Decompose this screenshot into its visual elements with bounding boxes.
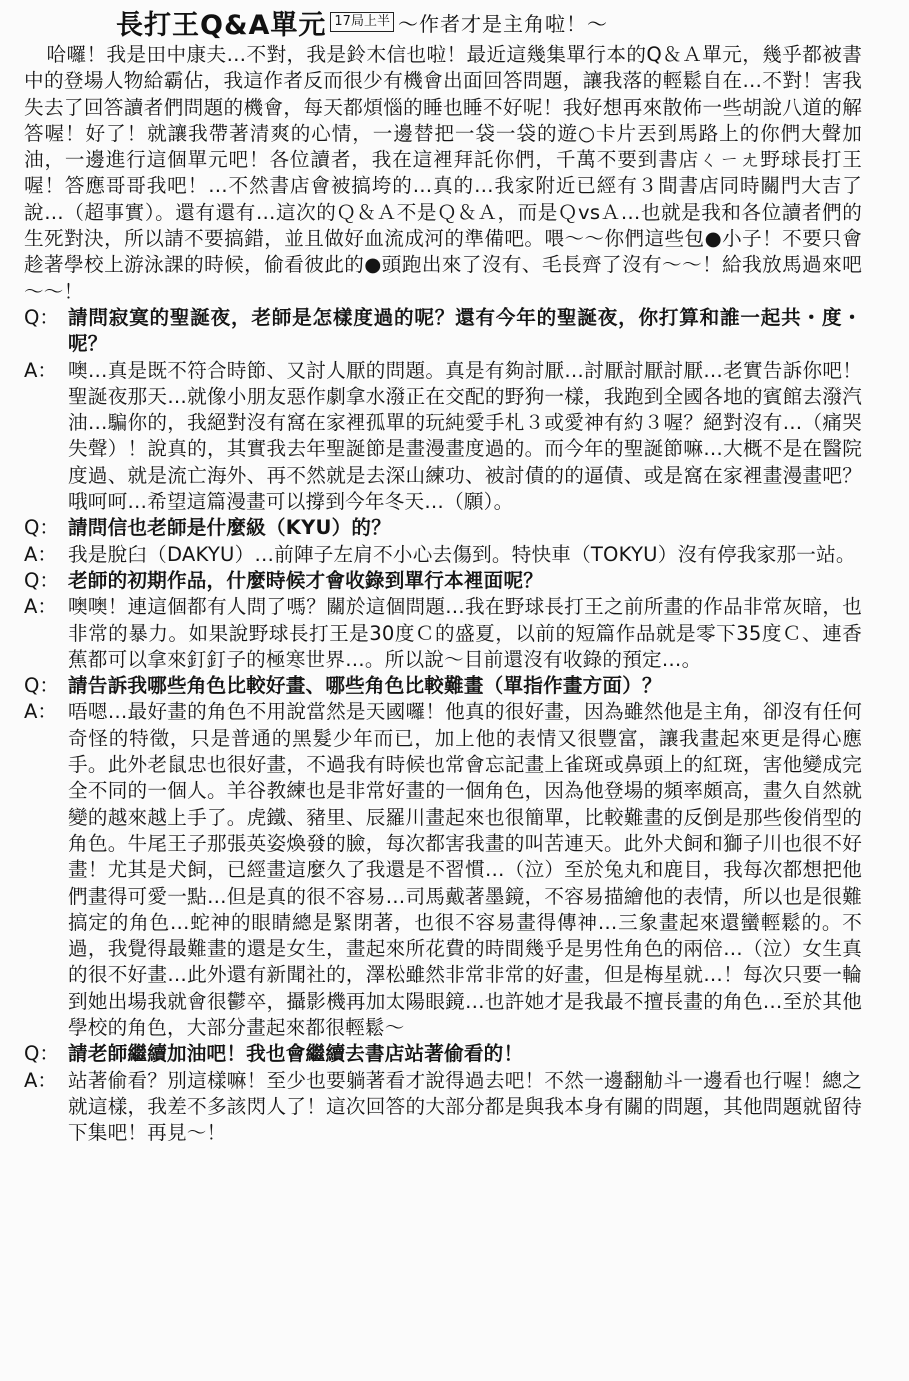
question-text: 請問寂寞的聖誕夜，老師是怎樣度過的呢？還有今年的聖誕夜，你打算和誰一起共・度・呢？ xyxy=(68,305,862,356)
section-title: 長打王Q&A單元 xyxy=(116,9,327,41)
answer-label: A： xyxy=(24,1068,57,1092)
answer-5 xyxy=(24,1068,862,1147)
answer-text: 我是脫臼（DAKYU）…前陣子左肩不小心去傷到。特快車（TOKYU）沒有停我家那一站。 xyxy=(68,542,856,566)
question-5 xyxy=(24,1041,862,1067)
intro-paragraph: 哈囉！我是田中康夫…不對，我是鈴木信也啦！最近這幾集單行本的Q＆Ａ單元，幾乎都被書中的登場人物給霸佔，我這作者反而很少有機會出面回答問題，讓我落的輕鬆自在…不對！害我失去了回答讀者們問題的機會，每天都煩惱的睡也睡不好呢！我好想再來散佈一些胡說八道的解答喔！好了！就讓我帶著清爽的心情，一邊替把一袋一袋的遊○卡片丟到馬路上的你們大聲加油，一邊進行這個單元吧！各位讀者，我在這裡拜託你們，千萬不要到書店ㄑㄧㄤ野球長打王喔！答應哥哥我吧！…不然書店會被搞垮的…真的…我家附近已經有３間書店同時關門大吉了說…（超事實）。還有還有…這次的Ｑ＆Ａ不是Ｑ＆Ａ，而是ＱvsＡ…也就是我和各位讀者們的生死對決，所以請不要搞錯，並且做好血流成河的準備吧。喂～～你們這些包●小子！不要只會趁著學校上游泳課的時候，偷看彼此的●頭跑出來了沒有、毛長齊了沒有～～！給我放馬過來吧～～！ xyxy=(24,43,862,303)
question-1 xyxy=(24,305,862,358)
question-text: 老師的初期作品，什麼時候才會收錄到單行本裡面呢？ xyxy=(68,568,544,592)
answer-text: 噢…真是既不符合時節、又討人厭的問題。真是有夠討厭…討厭討厭討厭…老實告訴你吧！聖誕夜那天…就像小朋友惡作劇拿水潑正在交配的野狗一樣，我跑到全國各地的賓館去潑汽油…騙你的，我絕對沒有窩在家裡孤單的玩純愛手札３或愛神有約３喔？絕對沒有…（痛哭失聲）！說真的，其實我去年聖誕節是畫漫畫度過的。而今年的聖誕節嘛…大概不是在醫院度過、就是流亡海外、再不然就是去深山練功、被討債的的逼債、或是窩在家裡畫漫畫吧？哦呵呵…希望這篇漫畫可以撐到今年冬天…（願）。 xyxy=(68,358,862,514)
answer-text: 站著偷看？別這樣嘛！至少也要躺著看才說得過去吧！不然一邊翻觔斗一邊看也行喔！總之就這樣，我差不多該閃人了！這次回答的大部分都是與我本身有關的問題，其他問題就留待下集吧！再見～！ xyxy=(68,1068,862,1145)
question-label: Q： xyxy=(24,674,60,698)
question-text: 請告訴我哪些角色比較好畫、哪些角色比較難畫（單指作畫方面）？ xyxy=(68,674,662,698)
question-text: 請問信也老師是什麼級（KYU）的？ xyxy=(68,516,391,540)
section-subtitle: ～作者才是主角啦！～ xyxy=(397,11,608,36)
chapter-badge: 17局上半 xyxy=(330,12,394,32)
answer-label: A： xyxy=(24,700,57,724)
question-label: Q： xyxy=(24,305,60,329)
answer-1 xyxy=(24,358,862,516)
answer-label: A： xyxy=(24,542,57,566)
answer-2 xyxy=(24,542,862,568)
answer-4 xyxy=(24,699,862,1041)
question-text: 請老師繼續加油吧！我也會繼續去書店站著偷看的！ xyxy=(68,1042,524,1066)
question-label: Q： xyxy=(24,516,60,540)
question-2 xyxy=(24,515,862,541)
answer-label: A： xyxy=(24,358,57,382)
question-label: Q： xyxy=(24,568,60,592)
question-label: Q： xyxy=(24,1042,60,1066)
answer-label: A： xyxy=(24,595,57,619)
page-header xyxy=(116,4,608,40)
question-3 xyxy=(24,568,862,594)
answer-text: 唔嗯…最好畫的角色不用說當然是天國囉！他真的很好畫，因為雖然他是主角，卻沒有任何奇怪的特徵，只是普通的黑髮少年而已，加上他的表情又很豐富，讓我畫起來更是得心應手。此外老鼠忠也很好畫，不過我有時候也常會忘記畫上雀斑或鼻頭上的紅斑，害他變成完全不同的一個人。羊谷教練也是非常好畫的一個角色，因為他登場的頻率頗高，畫久自然就變的越來越上手了。虎鐵、豬里、辰羅川畫起來也很簡單，比較難畫的反倒是那些俊俏型的角色。牛尾王子那張英姿煥發的臉，每次都害我畫的叫苦連天。此外犬飼和獅子川也很不好畫！尤其是犬飼，已經畫這麼久了我還是不習慣…（泣）至於兔丸和鹿目，我每次都想把他們畫得可愛一點…但是真的很不容易…司馬戴著墨鏡，不容易描繪他的表情，所以也是很難搞定的角色…蛇神的眼睛總是緊閉著，也很不容易畫得傳神…三象畫起來還蠻輕鬆的。不過，我覺得最難畫的還是女生，畫起來所花費的時間幾乎是男性角色的兩倍…（泣）女生真的很不好畫…此外還有新聞社的，澤松雖然非常非常的好畫，但是梅星就…！每次只要一輪到她出場我就會很鬱卒，攝影機再加太陽眼鏡…也許她才是我最不擅長畫的角色…至於其他學校的角色，大部分畫起來都很輕鬆～ xyxy=(68,700,862,1039)
qa-body xyxy=(24,42,862,1146)
question-4 xyxy=(24,673,862,699)
answer-text: 噢噢！連這個都有人問了嗎？關於這個問題…我在野球長打王之前所畫的作品非常灰暗，也非常的暴力。如果說野球長打王是30度Ｃ的盛夏，以前的短篇作品就是零下35度Ｃ、連香蕉都可以拿來釘釘子的極寒世界…。所以說～目前還沒有收錄的預定…。 xyxy=(68,595,862,671)
answer-3 xyxy=(24,594,862,673)
